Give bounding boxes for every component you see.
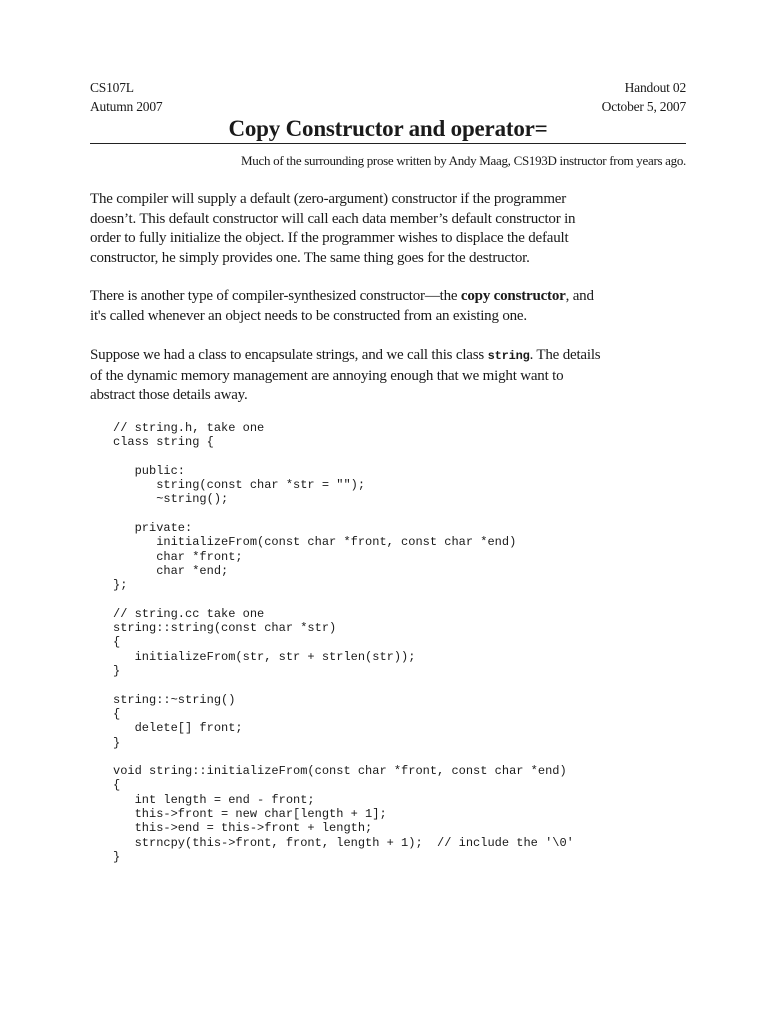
bold-term: copy constructor [460,288,566,304]
code-line: void string::initializeFrom(const char *front, const char *end) [113,764,567,779]
code-line: // string.h, take one [113,421,265,435]
code-line: char *front; [113,549,243,564]
code-line: } [113,664,121,679]
paragraph-line: of the dynamic memory management are annoying enough that we might want to [90,367,564,384]
code-line: string::~string() [113,692,236,707]
handout-date: October 5, 2007 [601,99,686,114]
code-line: initializeFrom(str, str + strlen(str)); [113,649,416,664]
code-line: }; [113,578,128,593]
code-line: // string.cc take one [113,606,265,621]
code-line: string(const char *str = ""); [113,478,366,493]
header-row-2 [90,99,686,115]
code-line: char *end; [113,563,229,578]
byline: Much of the surrounding prose written by Andy Maag, CS193D instructor from years ago. [241,153,686,168]
paragraph-line [90,346,690,367]
handout-number: Handout 02 [624,80,686,95]
code-line [113,593,574,607]
code-line: } [113,735,121,750]
text-run: Suppose we had a class to encapsulate strings, and we call this class [90,347,488,363]
course-label: CS107L [90,80,134,95]
paragraph-line [90,287,690,307]
code-line [113,450,574,464]
code-line [113,750,574,764]
text-run: There is another type of compiler-synthesized constructor—the [90,288,461,304]
paragraph-default-constructor [90,190,690,268]
paragraph-line: order to fully initialize the object. If the programmer wishes to displace the default [90,230,569,246]
code-line [113,507,574,521]
code-line: string::string(const char *str) [113,621,337,636]
code-line: strncpy(this->front, front, length + 1); // include the '\0' [113,835,574,850]
code-line: initializeFrom(const char *front, const char *end) [113,535,517,550]
code-line: int length = end - front; [113,792,315,807]
text-run: , and [565,288,594,304]
code-line: public: [113,463,186,478]
term-label: Autumn 2007 [90,99,163,114]
page-title: Copy Constructor and operator= [228,116,548,141]
paragraph-line: doesn’t. This default constructor will call each data member’s default constructor in [90,210,576,227]
paragraph-line: constructor, he simply provides one. The same thing goes for the destructor. [90,249,530,266]
code-line: { [113,635,121,650]
code-line: this->front = new char[length + 1]; [113,807,387,822]
paragraph-line: it's called whenever an object needs to be constructed from an existing one. [90,307,527,324]
code-line: } [113,849,121,864]
inline-code: string [487,349,530,363]
text-run: . The details [529,347,601,363]
paragraph-string-class [90,346,690,406]
code-line [113,678,574,692]
code-line: delete[] front; [113,721,243,736]
code-line: { [113,778,121,793]
code-line: class string { [113,435,214,450]
title-rule [90,143,686,144]
code-line: private: [113,521,193,536]
code-line: this->end = this->front + length; [113,821,373,836]
paragraph-copy-constructor [90,287,690,326]
code-listing [113,421,574,864]
code-line: ~string(); [113,492,229,507]
header-row-1 [90,80,686,96]
paragraph-line: abstract those details away. [90,387,248,403]
paragraph-line: The compiler will supply a default (zero-argument) constructor if the programmer [90,191,567,207]
code-line: { [113,706,121,721]
